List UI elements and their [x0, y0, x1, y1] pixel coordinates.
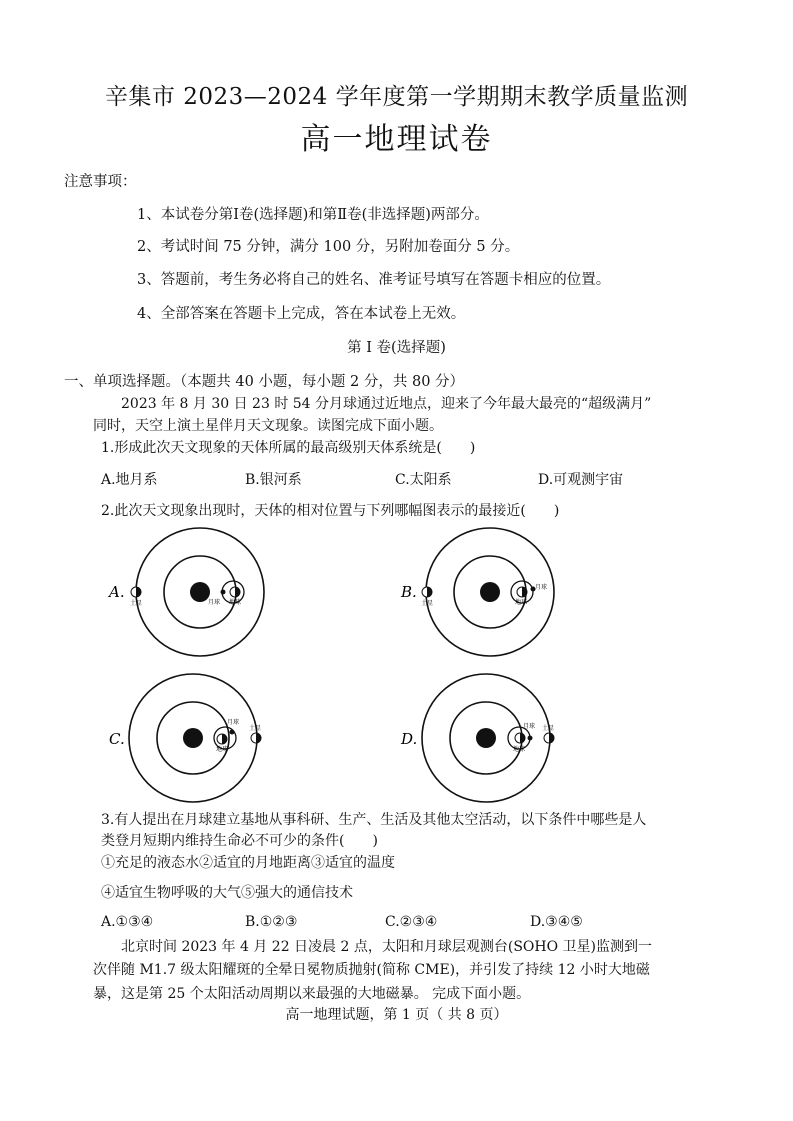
earth-label: 地球: [513, 746, 526, 753]
saturn-label: 土星: [542, 725, 555, 732]
saturn-label: 土星: [130, 600, 143, 607]
saturn-label: 土星: [249, 725, 262, 732]
sun-icon: [190, 582, 210, 602]
sun-icon: [183, 728, 203, 748]
figure-option-b[interactable]: [398, 525, 588, 660]
moon-label: 月球: [208, 599, 221, 606]
sun-icon: [476, 728, 496, 748]
figure-letter: D.: [401, 730, 418, 748]
figure-option-c[interactable]: [105, 672, 295, 807]
notice-item: 1、本试卷分第Ⅰ卷(选择题)和第Ⅱ卷(非选择题)两部分。: [137, 207, 489, 223]
q3-option-c[interactable]: C.②③④: [385, 914, 438, 930]
figure-letter: A.: [109, 583, 125, 601]
passage-line: 北京时间 2023 年 4 月 22 日凌晨 2 点，太阳和月球层观测台(SOHO 卫星)监测到一: [121, 939, 652, 955]
notice-item: 4、全部答案在答题卡上完成，答在本试卷上无效。: [137, 306, 466, 322]
q3-option-b[interactable]: B.①②③: [245, 914, 298, 930]
moon-icon: [221, 590, 226, 595]
notice-item: 2、考试时间 75 分钟，满分 100 分，另附加卷面分 5 分。: [137, 239, 520, 255]
earth-label: 地球: [515, 599, 528, 606]
figure-letter: B.: [401, 583, 417, 601]
section-title: 第 Ⅰ 卷(选择题): [347, 340, 446, 356]
exam-title: 高一地理试卷: [300, 122, 493, 157]
moon-label: 月球: [523, 723, 536, 730]
page-footer: 高一地理试题，第 1 页（ 共 8 页）: [285, 1007, 508, 1023]
q3-conditions: ④适宜生物呼吸的大气⑤强大的通信技术: [101, 885, 353, 901]
moon-label: 月球: [535, 584, 548, 591]
question-3-stem: 3.有人提出在月球建立基地从事科研、生产、生活及其他太空活动，以下条件中哪些是人: [101, 812, 647, 828]
notice-item: 3、答题前，考生务必将自己的姓名、准考证号填写在答题卡相应的位置。: [137, 272, 611, 288]
q3-option-a[interactable]: A.①③④: [101, 914, 154, 930]
earth-label: 地球: [229, 599, 242, 606]
q1-option-c[interactable]: C.太阳系: [395, 472, 452, 488]
passage-line: 同时，天空上演土星伴月天文现象。读图完成下面小题。: [93, 418, 443, 434]
moon-icon: [528, 736, 533, 741]
q1-option-d[interactable]: D.可观测宇宙: [538, 472, 624, 488]
earth-label: 地球: [216, 746, 229, 753]
figure-option-d[interactable]: [398, 672, 588, 807]
question-2-stem: 2.此次天文现象出现时，天体的相对位置与下列哪幅图表示的最接近( ): [101, 503, 560, 519]
passage-line: 暴，这是第 25 个太阳活动周期以来最强的大地磁暴。 完成下面小题。: [93, 986, 531, 1002]
figure-option-a[interactable]: [105, 525, 295, 660]
question-1-stem: 1.形成此次天文现象的天体所属的最高级别天体系统是( ): [101, 440, 476, 456]
figure-letter: C.: [109, 730, 125, 748]
exam-header: 辛集市 2023—2024 学年度第一学期期末教学质量监测: [104, 84, 689, 110]
q1-option-a[interactable]: A.地月系: [101, 472, 158, 488]
saturn-label: 土星: [421, 600, 434, 607]
moon-label: 月球: [227, 719, 240, 726]
moon-icon: [230, 730, 235, 735]
question-3-stem-cont: 类登月短期内维持生命必不可少的条件( ): [101, 833, 378, 849]
notice-label: 注意事项：: [64, 174, 137, 190]
passage-line: 次伴随 M1.7 级太阳耀斑的全晕日冕物质抛射(简称 CME)，并引发了持续 12 小时大地磁: [93, 962, 650, 978]
q3-conditions: ①充足的液态水②适宜的月地距离③适宜的温度: [101, 855, 395, 871]
q3-option-d[interactable]: D.③④⑤: [530, 914, 583, 930]
part-heading: 一、单项选择题。（本题共 40 小题，每小题 2 分，共 80 分）: [64, 374, 465, 390]
passage-line: 2023 年 8 月 30 日 23 时 54 分月球通过近地点，迎来了今年最大最亮的“超级满月”: [121, 396, 652, 412]
q1-option-b[interactable]: B.银河系: [245, 472, 302, 488]
sun-icon: [480, 582, 500, 602]
